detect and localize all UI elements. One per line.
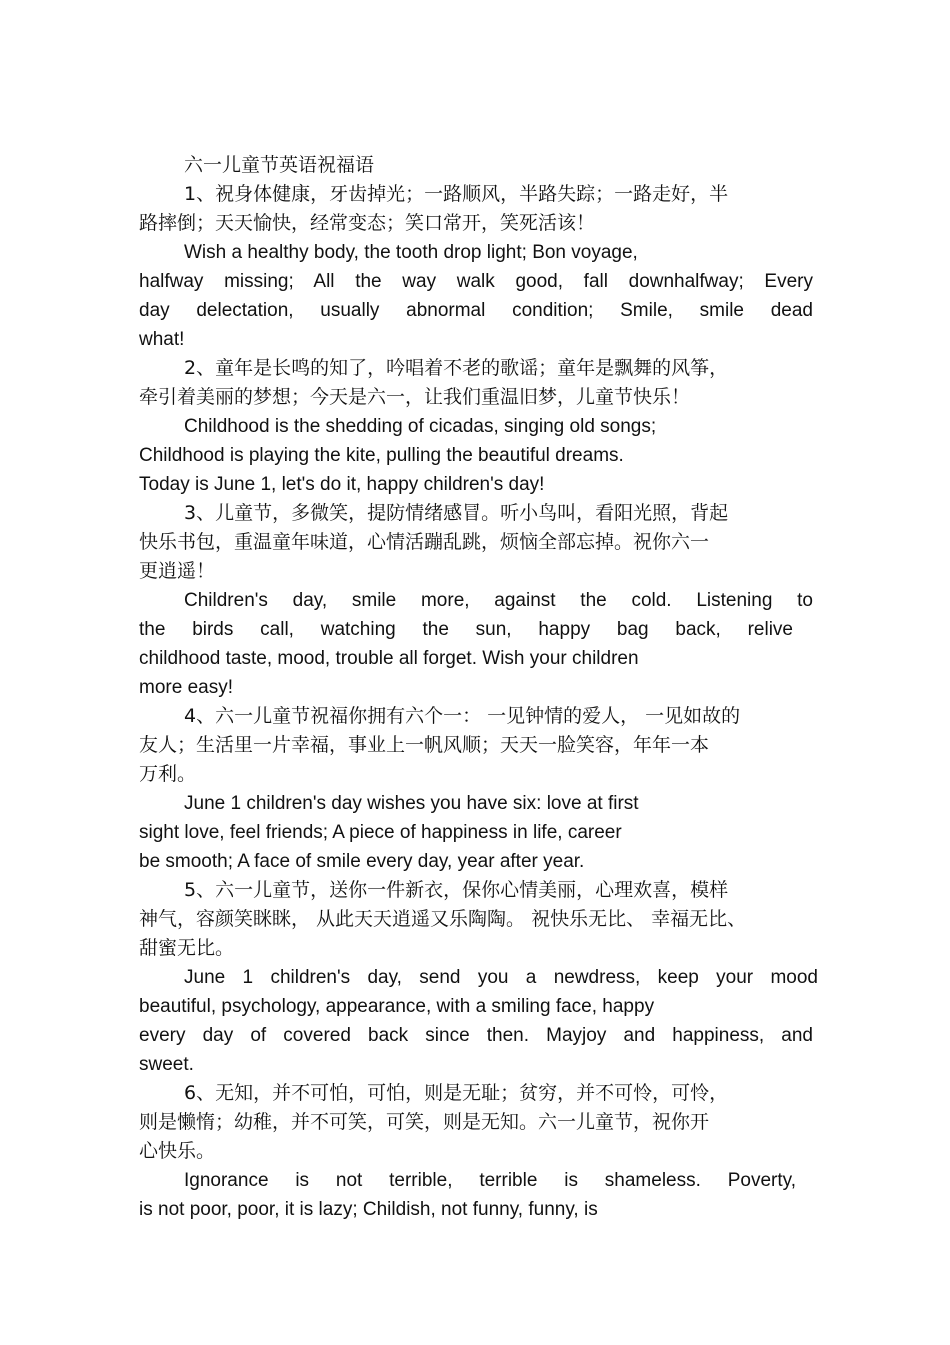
text-line-22: June 1 children's day wishes you have six: love at first: [184, 793, 639, 814]
text-line-29: beautiful, psychology, appearance, with a smiling face, happy: [139, 996, 655, 1017]
text-line-2: 路摔倒；天天愉快，经常变态；笑口常开，笑死活该！: [139, 212, 596, 234]
text-line-9: Childhood is the shedding of cicadas, singing old songs;: [184, 416, 657, 437]
text-line-20: 友人；生活里一片幸福，事业上一帆风顺；天天一脸笑容，年年一本: [139, 734, 710, 756]
text-line-12: 3、儿童节，多微笑，提防情绪感冒。听小鸟叫，看阳光照，背起: [184, 502, 729, 524]
text-line-27: 甜蜜无比。: [139, 937, 235, 959]
document-title: 六一儿童节英语祝福语: [184, 154, 375, 176]
text-line-23: sight love, feel friends; A piece of happiness in life, career: [139, 822, 622, 843]
text-line-31: sweet.: [139, 1054, 194, 1075]
text-line-30: every day of covered back since then. Mayjoy and happiness, and: [139, 1025, 813, 1046]
text-line-7: 2、童年是长鸣的知了，吟唱着不老的歌谣；童年是飘舞的风筝，: [184, 357, 729, 379]
text-line-5: day delectation, usually abnormal condition; Smile, smile dead: [139, 300, 813, 321]
text-line-16: the birds call, watching the sun, happy bag back, relive: [139, 619, 793, 640]
text-line-33: 则是懒惰；幼稚，并不可笑，可笑，则是无知。六一儿童节，祝你开: [139, 1111, 710, 1133]
text-line-4: halfway missing; All the way walk good, fall downhalfway; Every: [139, 271, 813, 292]
text-line-11: Today is June 1, let's do it, happy children's day!: [139, 474, 545, 495]
text-line-32: 6、无知，并不可怕，可怕，则是无耻；贫穷，并不可怜，可怜，: [184, 1082, 729, 1104]
text-line-10: Childhood is playing the kite, pulling the beautiful dreams.: [139, 445, 624, 466]
text-line-34: 心快乐。: [139, 1140, 216, 1162]
text-line-1: 1、祝身体健康，牙齿掉光；一路顺风，半路失踪；一路走好，半: [184, 183, 729, 205]
text-line-24: be smooth; A face of smile every day, year after year.: [139, 851, 585, 872]
text-line-17: childhood taste, mood, trouble all forget. Wish your children: [139, 648, 639, 669]
text-line-8: 牵引着美丽的梦想；今天是六一，让我们重温旧梦，儿童节快乐！: [139, 386, 691, 408]
text-line-36: is not poor, poor, it is lazy; Childish, not funny, funny, is: [139, 1199, 598, 1220]
text-line-18: more easy!: [139, 677, 233, 698]
text-line-19: 4、六一儿童节祝福你拥有六个一： 一见钟情的爱人， 一见如故的: [184, 705, 741, 727]
text-line-28: June 1 children's day, send you a newdress, keep your mood: [184, 967, 818, 988]
text-line-15: Children's day, smile more, against the cold. Listening to: [184, 590, 813, 611]
text-line-26: 神气，容颜笑眯眯， 从此天天逍遥又乐陶陶。 祝快乐无比、 幸福无比、: [139, 908, 747, 930]
text-line-35: Ignorance is not terrible, terrible is shameless. Poverty,: [184, 1170, 796, 1191]
text-line-25: 5、六一儿童节，送你一件新衣，保你心情美丽，心理欢喜，模样: [184, 879, 729, 901]
text-line-6: what!: [139, 329, 185, 350]
text-line-13: 快乐书包，重温童年味道，心情活蹦乱跳，烦恼全部忘掉。祝你六一: [139, 531, 710, 553]
text-line-3: Wish a healthy body, the tooth drop light; Bon voyage,: [184, 242, 638, 263]
text-line-21: 万利。: [139, 763, 197, 785]
text-line-14: 更逍遥！: [139, 560, 216, 582]
